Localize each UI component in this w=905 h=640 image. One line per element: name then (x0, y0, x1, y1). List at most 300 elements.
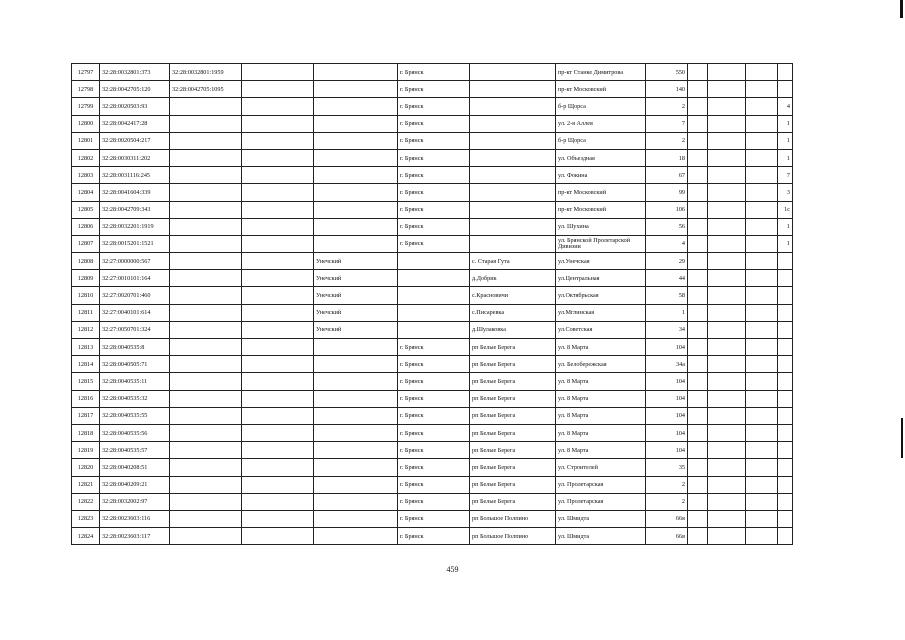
linked-cadastral-number-cell: 32:28:0042705:1095 (170, 81, 242, 98)
extra-column-3-cell (746, 218, 778, 235)
blank-column-cell (242, 270, 314, 287)
linked-cadastral-number-cell (170, 304, 242, 321)
extra-column-3-cell (746, 321, 778, 338)
apartment-cell: 1с (778, 201, 793, 218)
extra-column-1-cell (688, 528, 708, 545)
extra-column-3-cell (746, 390, 778, 407)
street-cell: ул. 8 Марта (556, 373, 646, 390)
blank-column-cell (242, 356, 314, 373)
district-cell (314, 424, 398, 441)
district-cell (314, 64, 398, 81)
linked-cadastral-number-cell (170, 493, 242, 510)
row-number-cell: 12800 (72, 115, 100, 132)
table-row (72, 253, 793, 270)
city-cell: г. Брянск (398, 64, 470, 81)
district-cell (314, 442, 398, 459)
apartment-cell (778, 253, 793, 270)
blank-column-cell (242, 339, 314, 356)
apartment-cell (778, 459, 793, 476)
house-number-cell: 29 (646, 253, 688, 270)
district-cell (314, 115, 398, 132)
table-row (72, 184, 793, 201)
street-cell: ул.Октябрьская (556, 287, 646, 304)
house-number-cell: 104 (646, 442, 688, 459)
row-number-cell: 12814 (72, 356, 100, 373)
blank-column-cell (242, 476, 314, 493)
settlement-cell (470, 235, 556, 252)
table-row (72, 528, 793, 545)
row-number-cell: 12818 (72, 424, 100, 441)
linked-cadastral-number-cell (170, 218, 242, 235)
extra-column-2-cell (708, 132, 746, 149)
row-number-cell: 12822 (72, 493, 100, 510)
table-row (72, 476, 793, 493)
house-number-cell: 58 (646, 287, 688, 304)
cadastral-number-cell: 32:28:0040535:57 (100, 442, 170, 459)
house-number-cell: 4 (646, 235, 688, 252)
settlement-cell: д.Добрик (470, 270, 556, 287)
settlement-cell: с.Красновичи (470, 287, 556, 304)
house-number-cell: 2 (646, 493, 688, 510)
settlement-cell: рп Белые Берега (470, 459, 556, 476)
district-cell (314, 167, 398, 184)
cadastral-number-cell: 32:28:0040535:56 (100, 424, 170, 441)
extra-column-1-cell (688, 132, 708, 149)
extra-column-1-cell (688, 476, 708, 493)
house-number-cell: 104 (646, 390, 688, 407)
street-cell: ул. Пролетарская (556, 476, 646, 493)
street-cell: ул.Мглинская (556, 304, 646, 321)
settlement-cell: с. Старая Гута (470, 253, 556, 270)
district-cell: Унечский (314, 304, 398, 321)
apartment-cell (778, 356, 793, 373)
apartment-cell (778, 270, 793, 287)
settlement-cell: рп Большое Полпино (470, 510, 556, 527)
city-cell (398, 287, 470, 304)
extra-column-3-cell (746, 407, 778, 424)
apartment-cell: 3 (778, 184, 793, 201)
extra-column-3-cell (746, 253, 778, 270)
extra-column-3-cell (746, 424, 778, 441)
settlement-cell: с.Писаревка (470, 304, 556, 321)
settlement-cell: рп Белые Берега (470, 407, 556, 424)
linked-cadastral-number-cell (170, 167, 242, 184)
district-cell (314, 201, 398, 218)
linked-cadastral-number-cell (170, 321, 242, 338)
extra-column-1-cell (688, 287, 708, 304)
extra-column-2-cell (708, 424, 746, 441)
extra-column-3-cell (746, 510, 778, 527)
city-cell: г. Брянск (398, 356, 470, 373)
house-number-cell: 2 (646, 98, 688, 115)
cadastral-number-cell: 32:28:0030311:202 (100, 149, 170, 166)
table-row (72, 115, 793, 132)
city-cell: г. Брянск (398, 218, 470, 235)
table-row (72, 493, 793, 510)
blank-column-cell (242, 253, 314, 270)
table-row (72, 81, 793, 98)
blank-column-cell (242, 390, 314, 407)
extra-column-3-cell (746, 81, 778, 98)
row-number-cell: 12817 (72, 407, 100, 424)
house-number-cell: 2 (646, 476, 688, 493)
house-number-cell: 67 (646, 167, 688, 184)
table-row (72, 132, 793, 149)
extra-column-2-cell (708, 528, 746, 545)
row-number-cell: 12803 (72, 167, 100, 184)
district-cell (314, 98, 398, 115)
street-cell: пр-кт Московский (556, 184, 646, 201)
cadastral-number-cell: 32:28:0040505:71 (100, 356, 170, 373)
house-number-cell: 104 (646, 339, 688, 356)
blank-column-cell (242, 149, 314, 166)
apartment-cell: 1 (778, 218, 793, 235)
extra-column-1-cell (688, 149, 708, 166)
district-cell (314, 149, 398, 166)
row-number-cell: 12824 (72, 528, 100, 545)
extra-column-3-cell (746, 235, 778, 252)
apartment-cell (778, 81, 793, 98)
apartment-cell: 1 (778, 149, 793, 166)
city-cell: г. Брянск (398, 373, 470, 390)
extra-column-1-cell (688, 115, 708, 132)
extra-column-1-cell (688, 167, 708, 184)
extra-column-3-cell (746, 528, 778, 545)
linked-cadastral-number-cell (170, 253, 242, 270)
settlement-cell: рп Белые Берега (470, 390, 556, 407)
table-row (72, 167, 793, 184)
extra-column-2-cell (708, 270, 746, 287)
apartment-cell (778, 321, 793, 338)
city-cell: г. Брянск (398, 81, 470, 98)
house-number-cell: 18 (646, 149, 688, 166)
house-number-cell: 35 (646, 459, 688, 476)
extra-column-1-cell (688, 442, 708, 459)
extra-column-2-cell (708, 373, 746, 390)
row-number-cell: 12810 (72, 287, 100, 304)
table-row (72, 390, 793, 407)
street-cell: ул. Шухина (556, 218, 646, 235)
apartment-cell (778, 64, 793, 81)
linked-cadastral-number-cell (170, 115, 242, 132)
extra-column-2-cell (708, 64, 746, 81)
linked-cadastral-number-cell (170, 442, 242, 459)
city-cell (398, 270, 470, 287)
cadastral-number-cell: 32:28:0015201:1521 (100, 235, 170, 252)
extra-column-1-cell (688, 304, 708, 321)
street-cell: ул. Пролетарская (556, 493, 646, 510)
apartment-cell (778, 476, 793, 493)
table-row (72, 64, 793, 81)
street-cell: ул. Брянской Пролетарской Дивизии (556, 235, 646, 252)
apartment-cell: 4 (778, 98, 793, 115)
cadastral-number-cell: 32:28:0023603:116 (100, 510, 170, 527)
settlement-cell (470, 115, 556, 132)
blank-column-cell (242, 321, 314, 338)
cadastral-number-cell: 32:28:0032201:1919 (100, 218, 170, 235)
district-cell (314, 235, 398, 252)
table-row (72, 201, 793, 218)
table-row (72, 321, 793, 338)
row-number-cell: 12798 (72, 81, 100, 98)
extra-column-1-cell (688, 64, 708, 81)
house-number-cell: 140 (646, 81, 688, 98)
district-cell: Унечский (314, 321, 398, 338)
extra-column-2-cell (708, 184, 746, 201)
extra-column-2-cell (708, 287, 746, 304)
blank-column-cell (242, 442, 314, 459)
settlement-cell: рп Белые Берега (470, 356, 556, 373)
row-number-cell: 12809 (72, 270, 100, 287)
blank-column-cell (242, 493, 314, 510)
linked-cadastral-number-cell (170, 235, 242, 252)
settlement-cell: рп Белые Берега (470, 339, 556, 356)
city-cell: г. Брянск (398, 493, 470, 510)
extra-column-3-cell (746, 115, 778, 132)
blank-column-cell (242, 81, 314, 98)
apartment-cell (778, 493, 793, 510)
extra-column-2-cell (708, 407, 746, 424)
city-cell: г. Брянск (398, 184, 470, 201)
district-cell: Унечский (314, 287, 398, 304)
scan-edge-mark (900, 0, 903, 18)
row-number-cell: 12799 (72, 98, 100, 115)
extra-column-1-cell (688, 390, 708, 407)
linked-cadastral-number-cell (170, 201, 242, 218)
cadastral-number-cell: 32:28:0041604:339 (100, 184, 170, 201)
extra-column-3-cell (746, 339, 778, 356)
table-row (72, 270, 793, 287)
blank-column-cell (242, 201, 314, 218)
table-body (72, 64, 793, 545)
city-cell: г. Брянск (398, 424, 470, 441)
extra-column-1-cell (688, 270, 708, 287)
street-cell: пр-кт Станке Димитрова (556, 64, 646, 81)
linked-cadastral-number-cell (170, 270, 242, 287)
extra-column-3-cell (746, 493, 778, 510)
extra-column-1-cell (688, 407, 708, 424)
city-cell: г. Брянск (398, 235, 470, 252)
apartment-cell (778, 304, 793, 321)
street-cell: б-р Щорса (556, 98, 646, 115)
district-cell (314, 407, 398, 424)
extra-column-2-cell (708, 218, 746, 235)
extra-column-1-cell (688, 81, 708, 98)
row-number-cell: 12808 (72, 253, 100, 270)
blank-column-cell (242, 235, 314, 252)
extra-column-3-cell (746, 270, 778, 287)
blank-column-cell (242, 528, 314, 545)
extra-column-1-cell (688, 184, 708, 201)
linked-cadastral-number-cell (170, 424, 242, 441)
city-cell: г. Брянск (398, 201, 470, 218)
city-cell: г. Брянск (398, 98, 470, 115)
linked-cadastral-number-cell (170, 184, 242, 201)
city-cell: г. Брянск (398, 459, 470, 476)
extra-column-3-cell (746, 98, 778, 115)
street-cell: ул. 2-я Аллея (556, 115, 646, 132)
apartment-cell (778, 390, 793, 407)
table-row (72, 304, 793, 321)
street-cell: ул. Строителей (556, 459, 646, 476)
extra-column-2-cell (708, 149, 746, 166)
cadastral-number-cell: 32:27:0050701:324 (100, 321, 170, 338)
extra-column-2-cell (708, 201, 746, 218)
linked-cadastral-number-cell (170, 476, 242, 493)
linked-cadastral-number-cell (170, 459, 242, 476)
settlement-cell (470, 167, 556, 184)
street-cell: пр-кт Московский (556, 201, 646, 218)
street-cell: ул. 8 Марта (556, 424, 646, 441)
apartment-cell (778, 407, 793, 424)
settlement-cell: рп Белые Берега (470, 442, 556, 459)
row-number-cell: 12807 (72, 235, 100, 252)
linked-cadastral-number-cell (170, 98, 242, 115)
table-row (72, 98, 793, 115)
apartment-cell: 1 (778, 132, 793, 149)
linked-cadastral-number-cell (170, 287, 242, 304)
row-number-cell: 12819 (72, 442, 100, 459)
house-number-cell: 66в (646, 510, 688, 527)
cadastral-number-cell: 32:28:0040209:21 (100, 476, 170, 493)
extra-column-3-cell (746, 64, 778, 81)
street-cell: ул. Фокина (556, 167, 646, 184)
apartment-cell (778, 528, 793, 545)
table-row (72, 287, 793, 304)
house-number-cell: 104 (646, 373, 688, 390)
extra-column-2-cell (708, 167, 746, 184)
settlement-cell (470, 132, 556, 149)
extra-column-1-cell (688, 98, 708, 115)
extra-column-2-cell (708, 98, 746, 115)
extra-column-1-cell (688, 339, 708, 356)
settlement-cell (470, 149, 556, 166)
blank-column-cell (242, 98, 314, 115)
district-cell (314, 339, 398, 356)
district-cell (314, 132, 398, 149)
street-cell: ул.Советская (556, 321, 646, 338)
settlement-cell (470, 98, 556, 115)
city-cell: г. Брянск (398, 528, 470, 545)
house-number-cell: 550 (646, 64, 688, 81)
apartment-cell (778, 510, 793, 527)
table-row (72, 356, 793, 373)
street-cell: ул. Шмидта (556, 528, 646, 545)
register-table (71, 63, 793, 545)
city-cell (398, 304, 470, 321)
district-cell (314, 184, 398, 201)
blank-column-cell (242, 115, 314, 132)
street-cell: ул. 8 Марта (556, 407, 646, 424)
extra-column-2-cell (708, 253, 746, 270)
cadastral-number-cell: 32:28:0040535:55 (100, 407, 170, 424)
street-cell: ул. 8 Марта (556, 390, 646, 407)
street-cell: б-р Щорса (556, 132, 646, 149)
extra-column-2-cell (708, 339, 746, 356)
linked-cadastral-number-cell: 32:28:0032801:1959 (170, 64, 242, 81)
extra-column-2-cell (708, 476, 746, 493)
district-cell (314, 81, 398, 98)
street-cell: ул.Унечская (556, 253, 646, 270)
house-number-cell: 2 (646, 132, 688, 149)
row-number-cell: 12821 (72, 476, 100, 493)
house-number-cell: 104 (646, 424, 688, 441)
linked-cadastral-number-cell (170, 132, 242, 149)
extra-column-2-cell (708, 115, 746, 132)
blank-column-cell (242, 184, 314, 201)
cadastral-number-cell: 32:28:0032002:97 (100, 493, 170, 510)
extra-column-2-cell (708, 459, 746, 476)
table-row (72, 235, 793, 252)
house-number-cell: 56 (646, 218, 688, 235)
extra-column-3-cell (746, 287, 778, 304)
extra-column-3-cell (746, 459, 778, 476)
table-row (72, 459, 793, 476)
settlement-cell: рп Белые Берега (470, 493, 556, 510)
apartment-cell: 7 (778, 167, 793, 184)
city-cell: г. Брянск (398, 510, 470, 527)
district-cell: Унечский (314, 270, 398, 287)
table-row (72, 218, 793, 235)
district-cell (314, 218, 398, 235)
city-cell: г. Брянск (398, 339, 470, 356)
settlement-cell (470, 218, 556, 235)
extra-column-2-cell (708, 356, 746, 373)
linked-cadastral-number-cell (170, 390, 242, 407)
cadastral-number-cell: 32:28:0042705:120 (100, 81, 170, 98)
house-number-cell: 34 (646, 321, 688, 338)
district-cell (314, 390, 398, 407)
city-cell: г. Брянск (398, 149, 470, 166)
extra-column-3-cell (746, 132, 778, 149)
blank-column-cell (242, 510, 314, 527)
extra-column-2-cell (708, 442, 746, 459)
extra-column-1-cell (688, 356, 708, 373)
street-cell: ул. 8 Марта (556, 442, 646, 459)
extra-column-2-cell (708, 493, 746, 510)
table-row (72, 373, 793, 390)
extra-column-3-cell (746, 184, 778, 201)
linked-cadastral-number-cell (170, 339, 242, 356)
blank-column-cell (242, 424, 314, 441)
extra-column-1-cell (688, 235, 708, 252)
district-cell (314, 528, 398, 545)
extra-column-2-cell (708, 235, 746, 252)
district-cell (314, 373, 398, 390)
cadastral-number-cell: 32:28:0040535:8 (100, 339, 170, 356)
extra-column-1-cell (688, 373, 708, 390)
cadastral-number-cell: 32:28:0031116:245 (100, 167, 170, 184)
settlement-cell (470, 64, 556, 81)
district-cell: Унечский (314, 253, 398, 270)
blank-column-cell (242, 132, 314, 149)
cadastral-number-cell: 32:28:0023603:117 (100, 528, 170, 545)
city-cell: г. Брянск (398, 167, 470, 184)
street-cell: ул. Шмидта (556, 510, 646, 527)
settlement-cell: рп Белые Берега (470, 424, 556, 441)
extra-column-3-cell (746, 356, 778, 373)
blank-column-cell (242, 218, 314, 235)
extra-column-3-cell (746, 149, 778, 166)
street-cell: ул. Белобережская (556, 356, 646, 373)
district-cell (314, 493, 398, 510)
house-number-cell: 106 (646, 201, 688, 218)
row-number-cell: 12816 (72, 390, 100, 407)
cadastral-number-cell: 32:28:0020503:93 (100, 98, 170, 115)
settlement-cell: рп Белые Берега (470, 476, 556, 493)
row-number-cell: 12802 (72, 149, 100, 166)
street-cell: пр-кт Московский (556, 81, 646, 98)
